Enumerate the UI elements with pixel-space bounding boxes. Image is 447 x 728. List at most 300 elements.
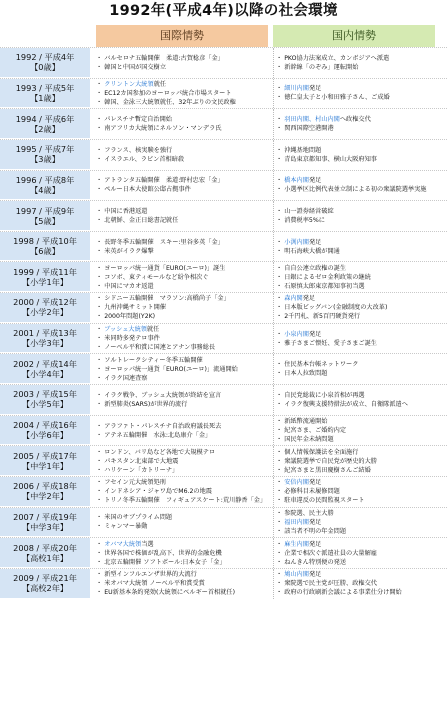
bullet-dot: ・ [96, 186, 103, 194]
bullet-dot: ・ [276, 116, 283, 124]
event-item [96, 513, 268, 522]
international-events [96, 538, 268, 568]
year-cell [0, 385, 90, 415]
event-text: 発足 [308, 518, 322, 526]
event-text: 雅子さまご懐妊、愛子さまご誕生 [284, 339, 377, 347]
international-events [96, 508, 268, 538]
event-text: アトランタ五輪開催 柔道:野村忠宏「金」 [104, 177, 224, 185]
bullet-dot: ・ [276, 527, 283, 535]
event-item [276, 558, 435, 567]
year-label: 1998 / 平成10年 [13, 236, 77, 247]
event-item [276, 417, 435, 426]
event-item [276, 63, 435, 72]
year-label: 2009 / 平成21年 [13, 573, 77, 584]
year-label: 2002 / 平成14年 [13, 358, 77, 369]
bullet-dot: ・ [96, 63, 103, 71]
event-text: 発足 [308, 85, 322, 93]
event-item [96, 294, 268, 303]
event-text: 九州沖縄サミット開催 [104, 304, 166, 312]
bullet-dot: ・ [276, 391, 283, 399]
event-item [276, 339, 435, 348]
year-label: 2003 / 平成15年 [13, 389, 77, 400]
event-item [96, 312, 268, 321]
event-item [276, 435, 435, 444]
age-label: 【小学6年】 [21, 430, 69, 440]
year-cell [0, 508, 90, 538]
bullet-dot: ・ [276, 549, 283, 557]
event-text: 明石海峡大橋が開通 [284, 247, 340, 255]
bullet-dot: ・ [276, 540, 283, 548]
event-item [96, 303, 268, 312]
event-item [96, 155, 268, 164]
year-cell [0, 262, 90, 292]
event-text: 日本人拉致問題 [284, 370, 328, 378]
event-text: インドネシア・ジャワ島でM6.2の地震 [104, 488, 212, 496]
event-item [96, 374, 268, 383]
event-text: 新型肺炎(SARS)が世界的流行 [104, 400, 188, 408]
bullet-dot: ・ [276, 273, 283, 281]
event-item [276, 216, 435, 225]
year-cell [0, 569, 90, 599]
bullet-dot: ・ [96, 54, 103, 62]
event-item [96, 334, 268, 343]
bullet-dot: ・ [96, 89, 103, 97]
event-text: ミャンマー暴動 [104, 523, 148, 531]
event-text: イスラエル、ラビン首相暗殺 [104, 155, 185, 163]
bullet-dot: ・ [96, 391, 103, 399]
bullet-dot: ・ [276, 295, 283, 303]
event-item [276, 540, 435, 549]
year-cell [0, 416, 90, 446]
year-label: 2008 / 平成20年 [13, 542, 77, 553]
event-item [276, 369, 435, 378]
event-item [276, 238, 435, 247]
event-text: シドニー五輪開催 マラソン:高橋尚子「金」 [104, 295, 230, 303]
year-cell [0, 171, 90, 201]
event-text: 南アフリカ大統領にネルソン・マンデラ氏 [104, 125, 222, 133]
event-item [96, 588, 268, 597]
bullet-dot: ・ [96, 589, 103, 597]
domestic-events [273, 416, 435, 446]
event-highlight: ブッシュ大統領 [104, 326, 147, 334]
event-highlight: 細川内閣 [284, 85, 309, 93]
timeline-row [0, 537, 447, 568]
international-events [96, 446, 268, 476]
event-item [276, 400, 435, 409]
bullet-dot: ・ [96, 523, 103, 531]
bullet-dot: ・ [96, 295, 103, 303]
event-text: 米同時多発テロ事件 [104, 335, 160, 343]
event-text: 発足 [308, 571, 322, 579]
event-text: 参院選、民主大勝 [284, 509, 334, 517]
event-text: 新紙幣流通開始 [284, 418, 328, 425]
domestic-events [273, 569, 435, 599]
event-text: アラファト・パレスチナ自治政府議長死去 [104, 422, 222, 430]
bullet-dot: ・ [96, 514, 103, 522]
timeline-row [0, 139, 447, 170]
year-label: 1999 / 平成11年 [13, 266, 77, 277]
event-item [276, 185, 435, 194]
event-item [276, 115, 435, 124]
bullet-dot: ・ [96, 208, 103, 216]
event-item [96, 185, 268, 194]
event-text: 発足 [302, 295, 316, 303]
event-text: 韓国と中国が国交樹立 [104, 63, 167, 71]
event-text: 新幹線「のぞみ」運転開始 [284, 63, 359, 71]
event-text: 青島東京都知事、横山大阪府知事 [284, 155, 377, 163]
international-events [96, 171, 268, 201]
event-text: トリノ冬季五輪開催 フィギュアスケート:荒川静香「金」 [104, 497, 267, 505]
age-label: 【小学3年】 [21, 338, 69, 349]
bullet-dot: ・ [276, 54, 283, 62]
domestic-events [273, 109, 435, 139]
page-title: 1992年(平成4年)以降の社会環境 [109, 3, 338, 19]
event-text: 就任 [153, 80, 167, 88]
bullet-dot: ・ [276, 479, 283, 487]
domestic-events [273, 48, 435, 78]
bullet-dot: ・ [276, 63, 283, 71]
international-events [96, 201, 268, 231]
event-item [96, 115, 268, 124]
event-item [276, 146, 435, 155]
year-cell [0, 201, 90, 231]
event-item [276, 527, 435, 536]
event-text: パレスチナ暫定自治開始 [104, 116, 172, 124]
event-item [96, 549, 268, 558]
event-text: 小選挙区比例代表並立制による初の衆議院選挙実施 [284, 186, 427, 194]
event-text: 北京五輪開催 ソフトボール:日本女子「金」 [104, 558, 226, 566]
international-events [96, 48, 268, 78]
international-events [96, 232, 268, 262]
event-text: 2千円札、新5百円硬貨発行 [284, 313, 361, 321]
event-item [276, 579, 435, 588]
domestic-events [273, 140, 435, 170]
event-item [276, 466, 435, 475]
year-cell [0, 477, 90, 507]
bullet-dot: ・ [276, 466, 283, 474]
event-text: 米国のサブプライム問題 [104, 514, 173, 522]
bullet-dot: ・ [276, 177, 283, 185]
timeline-row [0, 507, 447, 538]
event-item [96, 80, 268, 89]
event-item [276, 330, 435, 339]
event-text: 衆院選で民主党が圧勝、政権交代 [284, 580, 377, 588]
event-text: 世界各国で株価が乱高下、世界的金融危機 [104, 549, 222, 557]
international-events [96, 262, 268, 292]
timeline-row [0, 353, 447, 384]
year-cell [0, 232, 90, 262]
event-text: 当選 [141, 540, 154, 548]
year-label: 2001 / 平成13年 [13, 328, 77, 339]
bullet-dot: ・ [276, 339, 283, 347]
event-text: 発足 [308, 177, 322, 185]
event-text: 駐車違反の民間監視スタート [284, 497, 365, 505]
bullet-dot: ・ [96, 304, 103, 312]
event-item [96, 89, 268, 98]
age-label: 【5歳】 [30, 215, 60, 226]
bullet-dot: ・ [276, 448, 283, 456]
event-item [96, 487, 268, 496]
bullet-dot: ・ [96, 146, 103, 154]
event-item [276, 496, 435, 505]
age-label: 【高校2年】 [21, 583, 69, 594]
event-item [96, 422, 268, 431]
bullet-dot: ・ [96, 125, 103, 133]
year-cell [0, 79, 90, 109]
bullet-dot: ・ [96, 247, 103, 255]
event-text: 米オバマ大統領 ノーベル平和賞受賞 [104, 580, 205, 588]
event-item [96, 448, 268, 457]
year-label: 2006 / 平成18年 [13, 481, 77, 492]
bullet-dot: ・ [276, 146, 283, 154]
age-label: 【小学2年】 [21, 307, 69, 318]
bullet-dot: ・ [96, 282, 103, 290]
timeline-row [0, 292, 447, 323]
bullet-dot: ・ [276, 330, 283, 338]
event-item [276, 312, 435, 321]
age-label: 【1歳】 [30, 92, 60, 103]
timeline-row [0, 78, 447, 109]
event-text: 発足 [308, 540, 322, 548]
domestic-events [273, 538, 435, 568]
year-label: 1995 / 平成7年 [15, 144, 75, 155]
event-highlight: 橋本内閣 [284, 177, 309, 185]
bullet-dot: ・ [276, 457, 283, 465]
domestic-events [273, 171, 435, 201]
bullet-dot: ・ [96, 466, 103, 474]
year-label: 1996 / 平成8年 [15, 174, 75, 185]
event-item [276, 549, 435, 558]
bullet-dot: ・ [276, 94, 283, 102]
event-item [276, 124, 435, 133]
event-text: 衆議院選挙で自民党が歴史的大勝 [284, 457, 377, 465]
bullet-dot: ・ [276, 518, 283, 526]
event-item [96, 98, 268, 107]
timeline-table [0, 47, 447, 599]
bullet-dot: ・ [276, 497, 283, 505]
bullet-dot: ・ [276, 580, 283, 588]
bullet-dot: ・ [96, 335, 103, 343]
event-item [276, 509, 435, 518]
bullet-dot: ・ [96, 98, 103, 106]
event-item [96, 478, 268, 487]
bullet-dot: ・ [276, 208, 283, 216]
international-header: 国際情勢 [96, 25, 268, 47]
event-text: 就任 [146, 326, 160, 334]
event-text: 中国にマカオ返還 [104, 282, 154, 290]
year-label: 1992 / 平成4年 [15, 52, 75, 63]
event-item [276, 176, 435, 185]
event-text: 沖縄基地問題 [284, 146, 322, 154]
event-text: 発足 [308, 479, 322, 487]
event-text: EC12カ国参加のヨーロッパ統合市場スタート [104, 89, 232, 97]
event-text: ペルー日本大使館公邸占拠事件 [104, 186, 191, 194]
bullet-dot: ・ [96, 448, 103, 456]
event-highlight: 小渕内閣 [284, 238, 309, 246]
timeline-row [0, 445, 447, 476]
timeline-row [0, 323, 447, 354]
event-item [276, 84, 435, 93]
event-text: コソボ、東ティモールなど紛争相次ぐ [104, 273, 209, 281]
bullet-dot: ・ [96, 457, 103, 465]
international-events [96, 109, 268, 139]
age-label: 【中学3年】 [21, 521, 69, 532]
domestic-events [273, 446, 435, 476]
event-highlight: 鳩山内閣 [284, 571, 309, 579]
bullet-dot: ・ [96, 326, 103, 334]
year-cell [0, 354, 90, 384]
event-item [96, 365, 268, 374]
event-item [96, 496, 268, 505]
event-text: 新型インフルエンザ世界的大流行 [104, 571, 197, 579]
event-highlight: 森内閣 [284, 295, 303, 303]
timeline-row [0, 231, 447, 262]
domestic-events [273, 293, 435, 323]
event-text: ロンドン、バリ島など各地で大規模テロ [104, 448, 216, 456]
event-item [276, 391, 435, 400]
bullet-dot: ・ [96, 374, 103, 382]
event-text: ねんきん特別便の発送 [284, 558, 347, 566]
event-text: イラク復興支援特措法が成立、自衛隊派遣へ [284, 400, 408, 408]
event-highlight: 麻生内閣 [284, 540, 309, 548]
bullet-dot: ・ [276, 418, 283, 425]
international-events [96, 324, 268, 354]
bullet-dot: ・ [276, 571, 283, 579]
year-cell [0, 109, 90, 139]
event-text: 2000年問題(Y2K) [104, 313, 156, 321]
year-label: 2004 / 平成16年 [13, 420, 77, 430]
event-item [96, 325, 268, 334]
event-item [96, 570, 268, 579]
international-events [96, 385, 268, 415]
event-item [276, 155, 435, 164]
year-cell [0, 324, 90, 354]
event-text: ハリケーン「カトリーナ」 [104, 466, 179, 474]
event-item [96, 356, 268, 365]
event-text: 日銀によるゼロ金利政策の継続 [284, 273, 371, 281]
domestic-events [273, 354, 435, 384]
event-item [276, 282, 435, 291]
bullet-dot: ・ [96, 273, 103, 281]
event-text: ソルトレークシティー冬季五輪開催 [104, 356, 203, 364]
event-text: ヨーロッパ統一通貨「EURO(ユーロ)」流通開始 [104, 365, 238, 373]
year-label: 1997 / 平成9年 [15, 205, 75, 216]
age-label: 【6歳】 [30, 246, 60, 257]
timeline-row [0, 568, 447, 599]
event-item [96, 238, 268, 247]
bullet-dot: ・ [276, 436, 283, 443]
bullet-dot: ・ [276, 85, 283, 93]
age-label: 【中学2年】 [21, 491, 69, 502]
international-events [96, 569, 268, 599]
event-text: 韓国、金泳三大統領就任、32年ぶりの文民政権 [104, 98, 236, 106]
bullet-dot: ・ [96, 540, 103, 548]
year-cell [0, 140, 90, 170]
event-text: 自民党総裁に小泉首相が再選 [284, 391, 365, 399]
event-text: 日本版ビッグバン(金融制度の大改革) [284, 304, 388, 312]
year-label: 2000 / 平成12年 [13, 297, 77, 308]
event-highlight: オバマ大統領 [104, 540, 142, 548]
event-text: 企業で相次ぐ派遣社員の大量解雇 [284, 549, 377, 557]
timeline-row [0, 384, 447, 415]
event-item [96, 391, 268, 400]
event-text: 政府の行政刷新会議による事業仕分け開始 [284, 589, 402, 597]
event-text: 紀宮さま、ご婚約内定 [284, 427, 347, 434]
year-cell [0, 446, 90, 476]
event-text: 住民基本台帳ネットワーク [284, 361, 359, 369]
bullet-dot: ・ [276, 238, 283, 246]
event-item [276, 303, 435, 312]
event-highlight: 福田内閣 [284, 518, 309, 526]
event-item [276, 570, 435, 579]
table-header [0, 25, 447, 47]
domestic-events [273, 79, 435, 109]
bullet-dot: ・ [276, 370, 283, 378]
event-text: アテネ五輪開催 水泳:北島康介「金」 [104, 431, 212, 439]
event-item [96, 247, 268, 256]
age-label: 【小学4年】 [21, 368, 69, 379]
event-item [96, 540, 268, 549]
bullet-dot: ・ [96, 549, 103, 557]
bullet-dot: ・ [96, 431, 103, 439]
year-label: 1994 / 平成6年 [15, 113, 75, 124]
event-item [276, 426, 435, 435]
year-label: 1993 / 平成5年 [15, 82, 75, 93]
event-text: 山一證券経営破綻 [284, 208, 334, 216]
bullet-dot: ・ [276, 361, 283, 369]
event-item [96, 522, 268, 531]
year-cell [0, 538, 90, 568]
event-text: 消費税率5%に [284, 217, 325, 225]
international-events [96, 140, 268, 170]
timeline-row [0, 261, 447, 292]
year-label: 2007 / 平成19年 [13, 511, 77, 522]
age-label: 【3歳】 [30, 154, 60, 165]
event-text: 発足 [308, 330, 322, 338]
bullet-dot: ・ [96, 365, 103, 373]
event-text: 該当者不明の年金問題 [284, 527, 347, 535]
event-item [276, 93, 435, 102]
event-item [96, 264, 268, 273]
event-item [96, 146, 268, 155]
bullet-dot: ・ [276, 509, 283, 517]
event-text: 発足 [308, 238, 322, 246]
event-item [276, 487, 435, 496]
timeline-row [0, 108, 447, 139]
event-text: 紀宮さまと黒田慶樹さんご結婚 [284, 466, 371, 474]
event-text: 自自公連立政権の誕生 [284, 264, 347, 272]
international-events [96, 477, 268, 507]
bullet-dot: ・ [276, 186, 283, 194]
event-text: ヨーロッパ統一通貨「EURO(ユーロ)」誕生 [104, 264, 226, 272]
bullet-dot: ・ [96, 217, 103, 225]
bullet-dot: ・ [96, 488, 103, 496]
bullet-dot: ・ [96, 264, 103, 272]
event-item [276, 457, 435, 466]
event-text: へ政権交代 [339, 116, 371, 124]
age-label: 【小学5年】 [21, 399, 69, 410]
domestic-events [273, 262, 435, 292]
event-item [276, 360, 435, 369]
event-text: PKO協力法案成立、カンボジアへ派遣 [284, 54, 390, 62]
event-item [96, 457, 268, 466]
event-text: イラク国連査察 [104, 374, 148, 382]
bullet-dot: ・ [276, 264, 283, 272]
event-text: 石原慎太郎東京都知事初当選 [284, 282, 365, 290]
bullet-dot: ・ [276, 217, 283, 225]
event-highlight: 羽田内閣、村山内閣 [284, 116, 340, 124]
event-text: 長野冬季五輪開催 スキー:里谷多英「金」 [104, 238, 224, 246]
